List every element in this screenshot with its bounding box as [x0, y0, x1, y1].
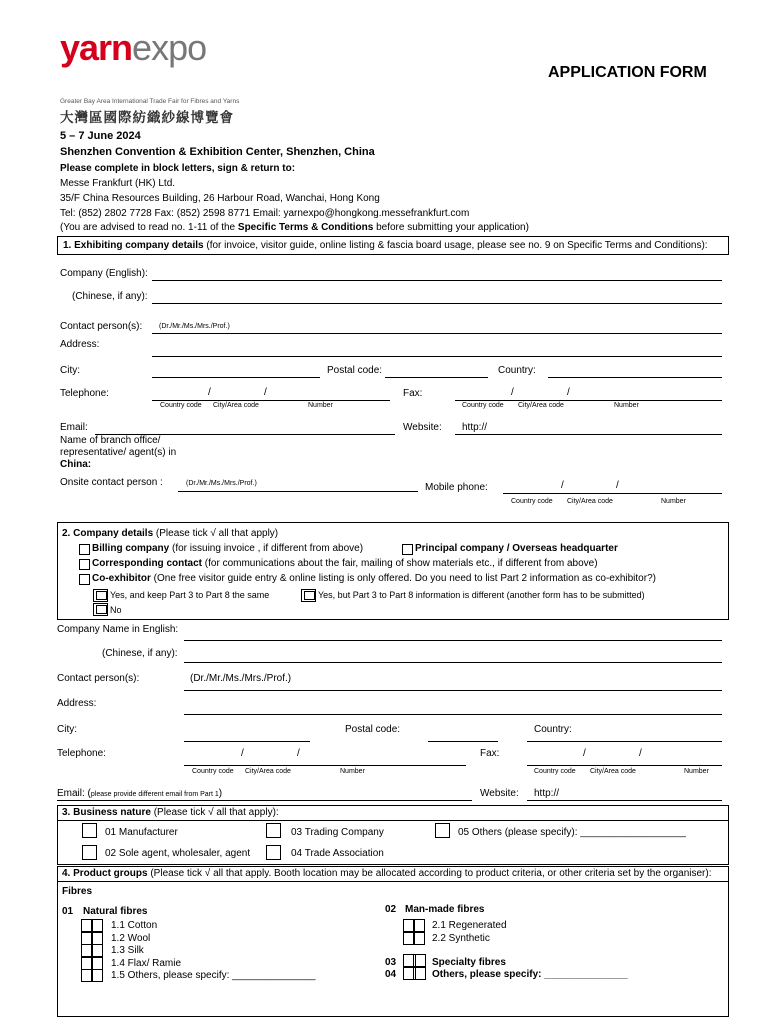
specialty-fibres-checkbox-inner[interactable] — [413, 954, 426, 967]
s2-company-zh-field[interactable] — [184, 662, 722, 663]
section4-note: (Please tick √ all that apply. Booth location may be allocated according to product criteria, or other criteria set by the organiser): — [147, 868, 712, 879]
product-item-label: 1.1 Cotton — [111, 920, 158, 931]
no-label: No — [110, 605, 122, 615]
other-fibres-checkbox-inner[interactable] — [413, 967, 426, 980]
product-checkbox-inner[interactable] — [91, 919, 103, 932]
yes-same-label: Yes, and keep Part 3 to Part 8 the same — [110, 590, 270, 600]
s1-city-label: City: — [60, 365, 80, 376]
manufacturer-checkbox[interactable] — [82, 823, 97, 838]
trading-company-checkbox[interactable] — [266, 823, 281, 838]
others-checkbox[interactable] — [435, 823, 450, 838]
s2-address-label: Address: — [57, 698, 97, 709]
section4-box — [57, 881, 729, 1017]
brand-logo — [60, 27, 207, 76]
s2-email-field[interactable] — [57, 800, 472, 801]
hint-country-code: Country code — [511, 498, 553, 505]
section4-title: 4. Product groups — [62, 868, 148, 879]
yes-different-label: Yes, but Part 3 to Part 8 information is different (another form has to be submitted) — [318, 590, 645, 600]
fibres-heading: Fibres — [62, 886, 93, 897]
s1-branch-label-1: Name of branch office/ — [60, 435, 161, 446]
s2-fax-field[interactable] — [527, 765, 722, 766]
man-made-fibres-label: Man-made fibres — [405, 904, 485, 915]
s2-company-en-field[interactable] — [184, 640, 722, 641]
s2-telephone-label: Telephone: — [57, 748, 106, 759]
tagline-zh: 大灣區國際紡織紗線博覽會 — [60, 110, 234, 125]
s2-website-field[interactable] — [527, 800, 722, 801]
co-exhibitor-label — [92, 573, 656, 584]
s1-onsite-label: Onsite contact person : — [60, 477, 163, 488]
logo-brand-text: yarn — [60, 27, 133, 68]
s1-email-label: Email: — [60, 422, 88, 433]
s1-onsite-field[interactable] — [178, 491, 418, 492]
s2-website-label: Website: — [480, 788, 519, 799]
section3-title: 3. Business nature — [62, 807, 151, 818]
hint-number: Number — [684, 768, 709, 775]
hint-area-code: City/Area code — [590, 768, 636, 775]
s2-email-hint: please provide different email from Part 1 — [90, 791, 219, 798]
s2-city-field[interactable] — [184, 741, 310, 742]
other-fibres-label: Others, please specify: _______________ — [432, 969, 628, 980]
co-exhibitor-checkbox[interactable] — [79, 574, 90, 585]
slash: / — [561, 480, 564, 491]
logo-suffix-text: expo — [132, 27, 207, 68]
corresponding-contact-title: Corresponding contact — [92, 558, 203, 569]
specialty-fibres-number: 03 — [385, 957, 397, 968]
product-item-label: 1.3 Silk — [111, 945, 144, 956]
manufacturer-label: 01 Manufacturer — [105, 827, 178, 838]
s1-company-zh-label: (Chinese, if any): — [72, 291, 148, 302]
product-item-label: 2.2 Synthetic — [432, 932, 490, 944]
co-exhibitor-note: (One free visitor guide entry & online listing is only offered. Do you need to list Part 2 information as co-exhibitor?) — [150, 573, 656, 584]
slash: / — [639, 748, 642, 759]
natural-fibres-number: 01 — [62, 906, 74, 917]
trade-association-checkbox[interactable] — [266, 845, 281, 860]
s2-telephone-field[interactable] — [184, 765, 466, 766]
section2-title: 2. Company details — [62, 528, 154, 539]
s2-address-field[interactable] — [184, 714, 722, 715]
sole-agent-checkbox[interactable] — [82, 845, 97, 860]
co-exhibitor-title: Co-exhibitor — [92, 573, 151, 584]
others-label: 05 Others (please specify): ___________________ — [458, 827, 686, 838]
hint-number: Number — [308, 402, 333, 409]
terms-advice-post: before submitting your application) — [373, 222, 529, 233]
trading-company-label: 03 Trading Company — [291, 827, 384, 838]
organiser-address: 35/F China Resources Building, 26 Harbour Road, Wanchai, Hong Kong — [60, 193, 380, 204]
product-item-label: 2.1 Regenerated — [432, 920, 507, 931]
s2-website-prefix: http:// — [534, 788, 560, 799]
hint-area-code: City/Area code — [245, 768, 291, 775]
s1-address-field[interactable] — [152, 356, 722, 357]
s1-postal-field[interactable] — [385, 377, 488, 378]
product-checkbox-inner[interactable] — [91, 944, 103, 957]
trade-association-label: 04 Trade Association — [291, 848, 384, 859]
corresponding-contact-note: (for communications about the fair, mailing of show materials etc., if different from above) — [202, 558, 598, 569]
slash: / — [567, 387, 570, 398]
s1-branch-label-2: representative/ agent(s) in — [60, 447, 177, 458]
s1-country-label: Country: — [498, 365, 536, 376]
s2-email-label — [57, 788, 222, 799]
natural-fibres-label: Natural fibres — [83, 906, 148, 917]
product-item-label: 1.5 Others, please specify: _______________ — [111, 970, 316, 981]
terms-advice-pre: (You are advised to read no. 1-11 of the — [60, 222, 238, 233]
yes-different-checkbox[interactable] — [301, 589, 316, 602]
corresponding-contact-checkbox[interactable] — [79, 559, 90, 570]
s1-website-label: Website: — [403, 422, 442, 433]
s2-company-zh-label: (Chinese, if any): — [102, 648, 178, 659]
billing-company-title: Billing company — [92, 543, 170, 554]
s1-onsite-title-hint: (Dr./Mr./Ms./Mrs./Prof.) — [186, 480, 257, 487]
s1-city-field[interactable] — [152, 377, 320, 378]
hint-number: Number — [661, 498, 686, 505]
s1-company-zh-field[interactable] — [152, 303, 722, 304]
hint-area-code: City/Area code — [518, 402, 564, 409]
s1-company-en-label: Company (English): — [60, 268, 148, 279]
s1-telephone-label: Telephone: — [60, 388, 109, 399]
s2-country-label: Country: — [534, 724, 572, 735]
s2-postal-field[interactable] — [428, 741, 498, 742]
s1-mobile-field[interactable] — [503, 493, 722, 494]
s2-contact-field[interactable] — [184, 690, 722, 691]
principal-company-checkbox[interactable] — [402, 544, 413, 555]
s1-website-prefix: http:// — [462, 422, 488, 433]
event-venue: Shenzhen Convention & Exhibition Center, Shenzhen, China — [60, 146, 375, 158]
s1-postal-label: Postal code: — [327, 365, 383, 376]
section3-note: (Please tick √ all that apply): — [150, 807, 279, 818]
hint-country-code: Country code — [192, 768, 234, 775]
yes-same-checkbox[interactable] — [93, 589, 108, 602]
terms-advice — [60, 222, 529, 233]
s1-contact-field[interactable] — [152, 333, 722, 334]
hint-country-code: Country code — [160, 402, 202, 409]
slash: / — [264, 387, 267, 398]
tagline-en: Greater Bay Area International Trade Fair for Fibres and Yarns — [60, 98, 240, 105]
billing-company-note: (for issuing invoice , if different from above) — [169, 543, 364, 554]
slash: / — [583, 748, 586, 759]
section2-note: (Please tick √ all that apply) — [153, 528, 279, 539]
s1-title-hint: (Dr./Mr./Ms./Mrs./Prof.) — [159, 323, 230, 330]
s2-email-close: ) — [218, 788, 223, 799]
section1-title: 1. Exhibiting company details — [63, 240, 204, 251]
s1-country-field[interactable] — [548, 377, 722, 378]
event-dates: 5 – 7 June 2024 — [60, 130, 141, 142]
s1-branch-label-3: China: — [60, 459, 92, 470]
hint-country-code: Country code — [534, 768, 576, 775]
return-instruction: Please complete in block letters, sign & return to: — [60, 163, 296, 174]
section1-header — [57, 236, 729, 255]
s2-title-hint: (Dr./Mr./Ms./Mrs./Prof.) — [190, 673, 292, 684]
slash: / — [208, 387, 211, 398]
slash: / — [616, 480, 619, 491]
billing-company-label — [92, 543, 363, 554]
organiser-name: Messe Frankfurt (HK) Ltd. — [60, 178, 176, 189]
product-checkbox-inner[interactable] — [91, 932, 103, 945]
sole-agent-label: 02 Sole agent, wholesaler, agent — [105, 848, 251, 859]
corresponding-contact-label — [92, 558, 598, 569]
product-checkbox-inner[interactable] — [91, 969, 103, 982]
product-checkbox-inner[interactable] — [413, 919, 425, 932]
s1-telephone-field[interactable] — [152, 400, 390, 401]
s1-address-label: Address: — [60, 339, 100, 350]
slash: / — [297, 748, 300, 759]
s1-website-field[interactable] — [455, 434, 722, 435]
section3-header — [57, 805, 729, 821]
product-item-label: 1.2 Wool — [111, 932, 151, 944]
s1-company-en-field[interactable] — [152, 280, 722, 281]
s1-fax-field[interactable] — [455, 400, 722, 401]
hint-area-code: City/Area code — [567, 498, 613, 505]
other-fibres-number: 04 — [385, 969, 397, 980]
principal-company-label: Principal company / Overseas headquarter — [415, 543, 618, 554]
s2-city-label: City: — [57, 724, 77, 735]
s2-contact-label: Contact person(s): — [57, 673, 140, 684]
s1-fax-label: Fax: — [403, 388, 423, 399]
no-checkbox[interactable] — [93, 603, 108, 616]
billing-company-checkbox[interactable] — [79, 544, 90, 555]
s1-mobile-label: Mobile phone: — [425, 482, 488, 493]
section2-heading — [62, 528, 278, 539]
section4-header — [57, 866, 729, 882]
s2-company-en-label: Company Name in English: — [57, 624, 179, 635]
s2-country-field[interactable] — [527, 741, 722, 742]
form-title: APPLICATION FORM — [548, 64, 707, 81]
section1-note: (for invoice, visitor guide, online listing & fascia board usage, please see no. 9 on Specific Terms and Conditions): — [203, 240, 708, 251]
product-checkbox-inner[interactable] — [91, 957, 103, 970]
organiser-contact: Tel: (852) 2802 7728 Fax: (852) 2598 8771 Email: yarnexpo@hongkong.messefrankfurt.com — [60, 208, 470, 219]
s2-fax-label: Fax: — [480, 748, 500, 759]
specialty-fibres-label: Specialty fibres — [432, 957, 506, 968]
product-item-label: 1.4 Flax/ Ramie — [111, 957, 182, 969]
s2-email-label-text: Email: ( — [57, 788, 91, 799]
s1-contact-label: Contact person(s): — [60, 321, 143, 332]
hint-number: Number — [340, 768, 365, 775]
s2-postal-label: Postal code: — [345, 724, 401, 735]
hint-country-code: Country code — [462, 402, 504, 409]
hint-area-code: City/Area code — [213, 402, 259, 409]
slash: / — [241, 748, 244, 759]
product-checkbox-inner[interactable] — [413, 932, 425, 945]
hint-number: Number — [614, 402, 639, 409]
man-made-fibres-number: 02 — [385, 904, 397, 915]
slash: / — [511, 387, 514, 398]
terms-link[interactable]: Specific Terms & Conditions — [237, 222, 374, 233]
